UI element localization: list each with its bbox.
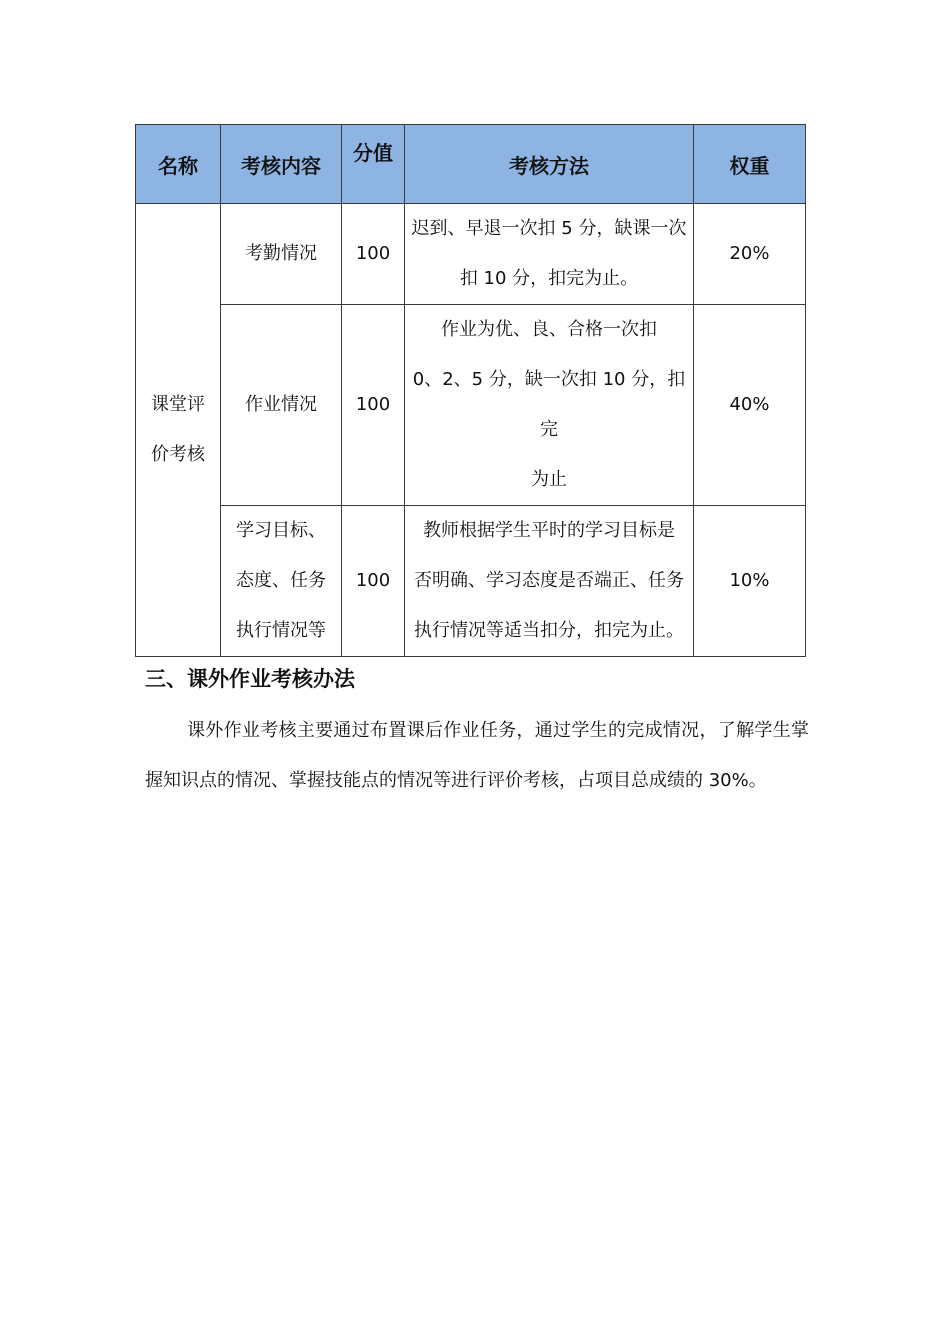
header-score: 分值	[342, 125, 405, 204]
row-weight: 20%	[729, 243, 770, 264]
weight-cell	[694, 204, 806, 305]
row-content: 作业情况	[245, 394, 317, 415]
weight-cell	[694, 305, 806, 506]
content-cell	[221, 204, 342, 305]
section-heading: 三、课外作业考核办法	[145, 667, 355, 691]
row-content: 学习目标、 态度、任务 执行情况等	[236, 520, 326, 641]
table-row	[136, 506, 806, 657]
group-label: 课堂评 价考核	[151, 394, 205, 465]
body-paragraph: 课外作业考核主要通过布置课后作业任务，通过学生的完成情况，了解学生掌握知识点的情况、掌握技能点的情况等进行评价考核，占项目总成绩的 30%。	[145, 720, 809, 791]
row-content: 考勤情况	[245, 243, 317, 264]
row-score: 100	[355, 570, 391, 591]
method-cell	[405, 204, 694, 305]
table-row	[136, 204, 806, 305]
row-method: 作业为优、良、合格一次扣 0、2、5 分，缺一次扣 10 分，扣完 为止	[412, 319, 686, 490]
header-weight: 权重	[694, 125, 806, 204]
content-cell	[221, 506, 342, 657]
header-content: 考核内容	[221, 125, 342, 204]
assessment-table	[135, 124, 806, 657]
group-label-cell	[136, 204, 221, 657]
row-weight: 40%	[729, 394, 770, 415]
method-cell	[405, 506, 694, 657]
table-row	[136, 305, 806, 506]
weight-cell	[694, 506, 806, 657]
table-header-row	[136, 125, 806, 204]
method-cell	[405, 305, 694, 506]
row-method: 教师根据学生平时的学习目标是 否明确、学习态度是否端正、任务 执行情况等适当扣分，扣完为止。	[414, 520, 684, 641]
score-cell	[342, 204, 405, 305]
content-cell	[221, 305, 342, 506]
score-cell	[342, 305, 405, 506]
header-method: 考核方法	[405, 125, 694, 204]
row-weight: 10%	[729, 570, 770, 591]
row-method: 迟到、早退一次扣 5 分，缺课一次 扣 10 分，扣完为止。	[411, 218, 687, 289]
row-score: 100	[355, 394, 391, 415]
header-name: 名称	[136, 125, 221, 204]
score-cell	[342, 506, 405, 657]
row-score: 100	[355, 243, 391, 264]
